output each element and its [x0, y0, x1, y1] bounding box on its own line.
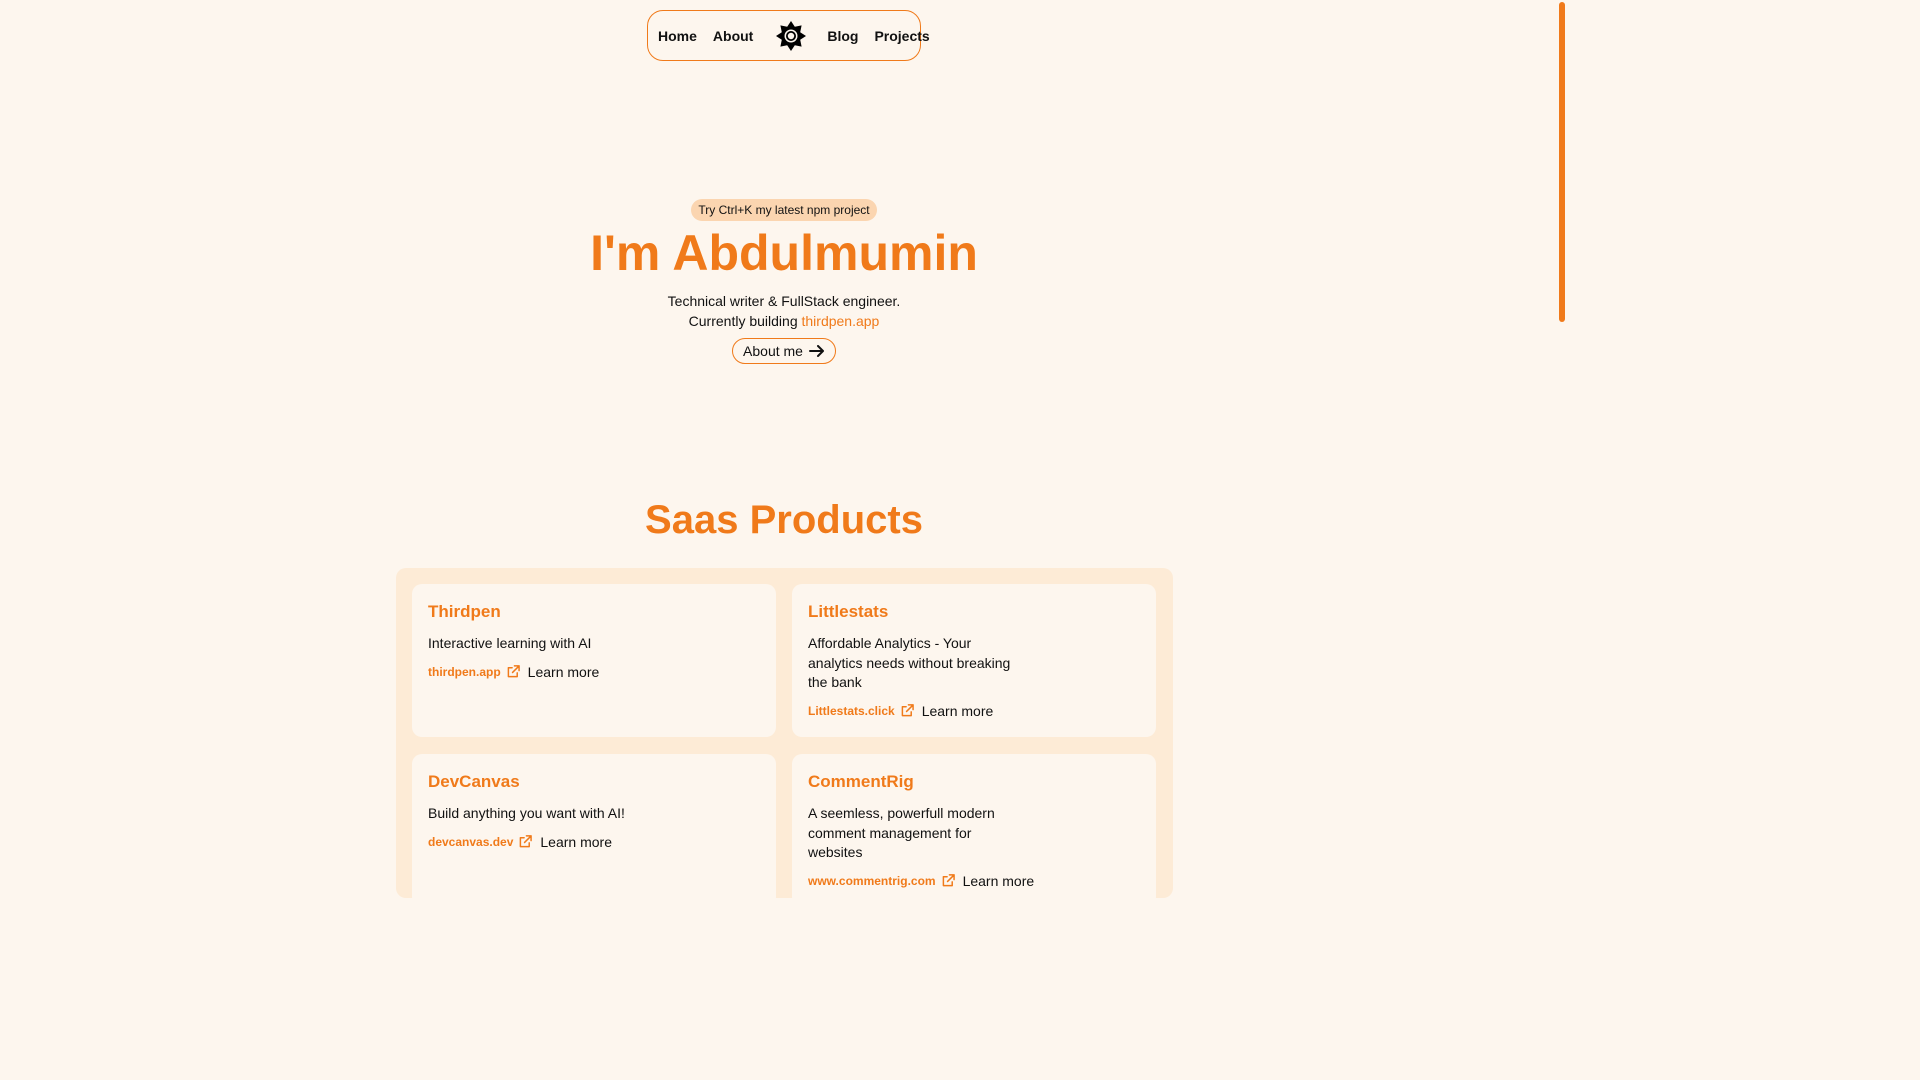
scrollbar[interactable]: [1556, 0, 1568, 882]
product-links: [808, 703, 1140, 719]
npm-project-badge[interactable]: Try Ctrl+K my latest npm project: [691, 199, 876, 221]
product-card-littlestats: [792, 584, 1156, 737]
product-name: CommentRig: [808, 772, 914, 791]
theme-toggle-button[interactable]: [775, 20, 807, 52]
page-title: I'm Abdulmumin: [590, 225, 978, 281]
product-links: [428, 664, 760, 680]
hero-tagline: [0, 291, 1568, 331]
product-description: Build anything you want with AI!: [428, 805, 625, 821]
product-url-link[interactable]: www.commentrig.com: [808, 873, 936, 888]
saas-products-heading: Saas Products: [645, 498, 923, 542]
hero-line1: Technical writer & FullStack engineer.: [667, 293, 901, 309]
learn-more-link[interactable]: Learn more: [921, 702, 994, 719]
product-name: Littlestats: [808, 602, 889, 621]
product-name: DevCanvas: [428, 772, 520, 791]
products-grid: [396, 568, 1173, 898]
product-name: Thirdpen: [428, 602, 501, 621]
hero: [0, 199, 1568, 364]
external-link-icon[interactable]: [901, 704, 914, 717]
about-me-label: About me: [743, 343, 803, 359]
nav-about[interactable]: About: [712, 27, 754, 44]
thirdpen-link[interactable]: thirdpen.app: [801, 313, 880, 329]
product-card-devcanvas: [412, 754, 776, 907]
nav-projects[interactable]: Projects: [874, 27, 930, 44]
sun-icon: [775, 20, 807, 52]
product-url-link[interactable]: devcanvas.dev: [428, 834, 514, 849]
product-description: Interactive learning with AI: [428, 635, 592, 651]
product-description: Affordable Analytics - Your analytics needs without breaking the bank: [808, 635, 1011, 690]
product-links: [808, 873, 1140, 889]
product-url-link[interactable]: thirdpen.app: [428, 664, 501, 679]
learn-more-link[interactable]: Learn more: [962, 872, 1035, 889]
nav-home[interactable]: Home: [658, 27, 697, 44]
learn-more-link[interactable]: Learn more: [527, 663, 600, 680]
about-me-button[interactable]: [732, 338, 836, 364]
product-description: A seemless, powerfull modern comment management for websites: [808, 805, 995, 860]
hero-line2-prefix: Currently building: [688, 313, 802, 329]
top-nav: [647, 10, 930, 61]
nav-blog[interactable]: Blog: [827, 27, 859, 44]
external-link-icon[interactable]: [942, 874, 955, 887]
product-links: [428, 834, 760, 850]
product-card-thirdpen: [412, 584, 776, 737]
arrow-right-icon: [809, 345, 825, 357]
external-link-icon[interactable]: [519, 835, 532, 848]
external-link-icon[interactable]: [507, 665, 520, 678]
product-card-commentrig: [792, 754, 1156, 907]
product-url-link[interactable]: Littlestats.click: [808, 703, 895, 718]
learn-more-link[interactable]: Learn more: [540, 833, 612, 850]
